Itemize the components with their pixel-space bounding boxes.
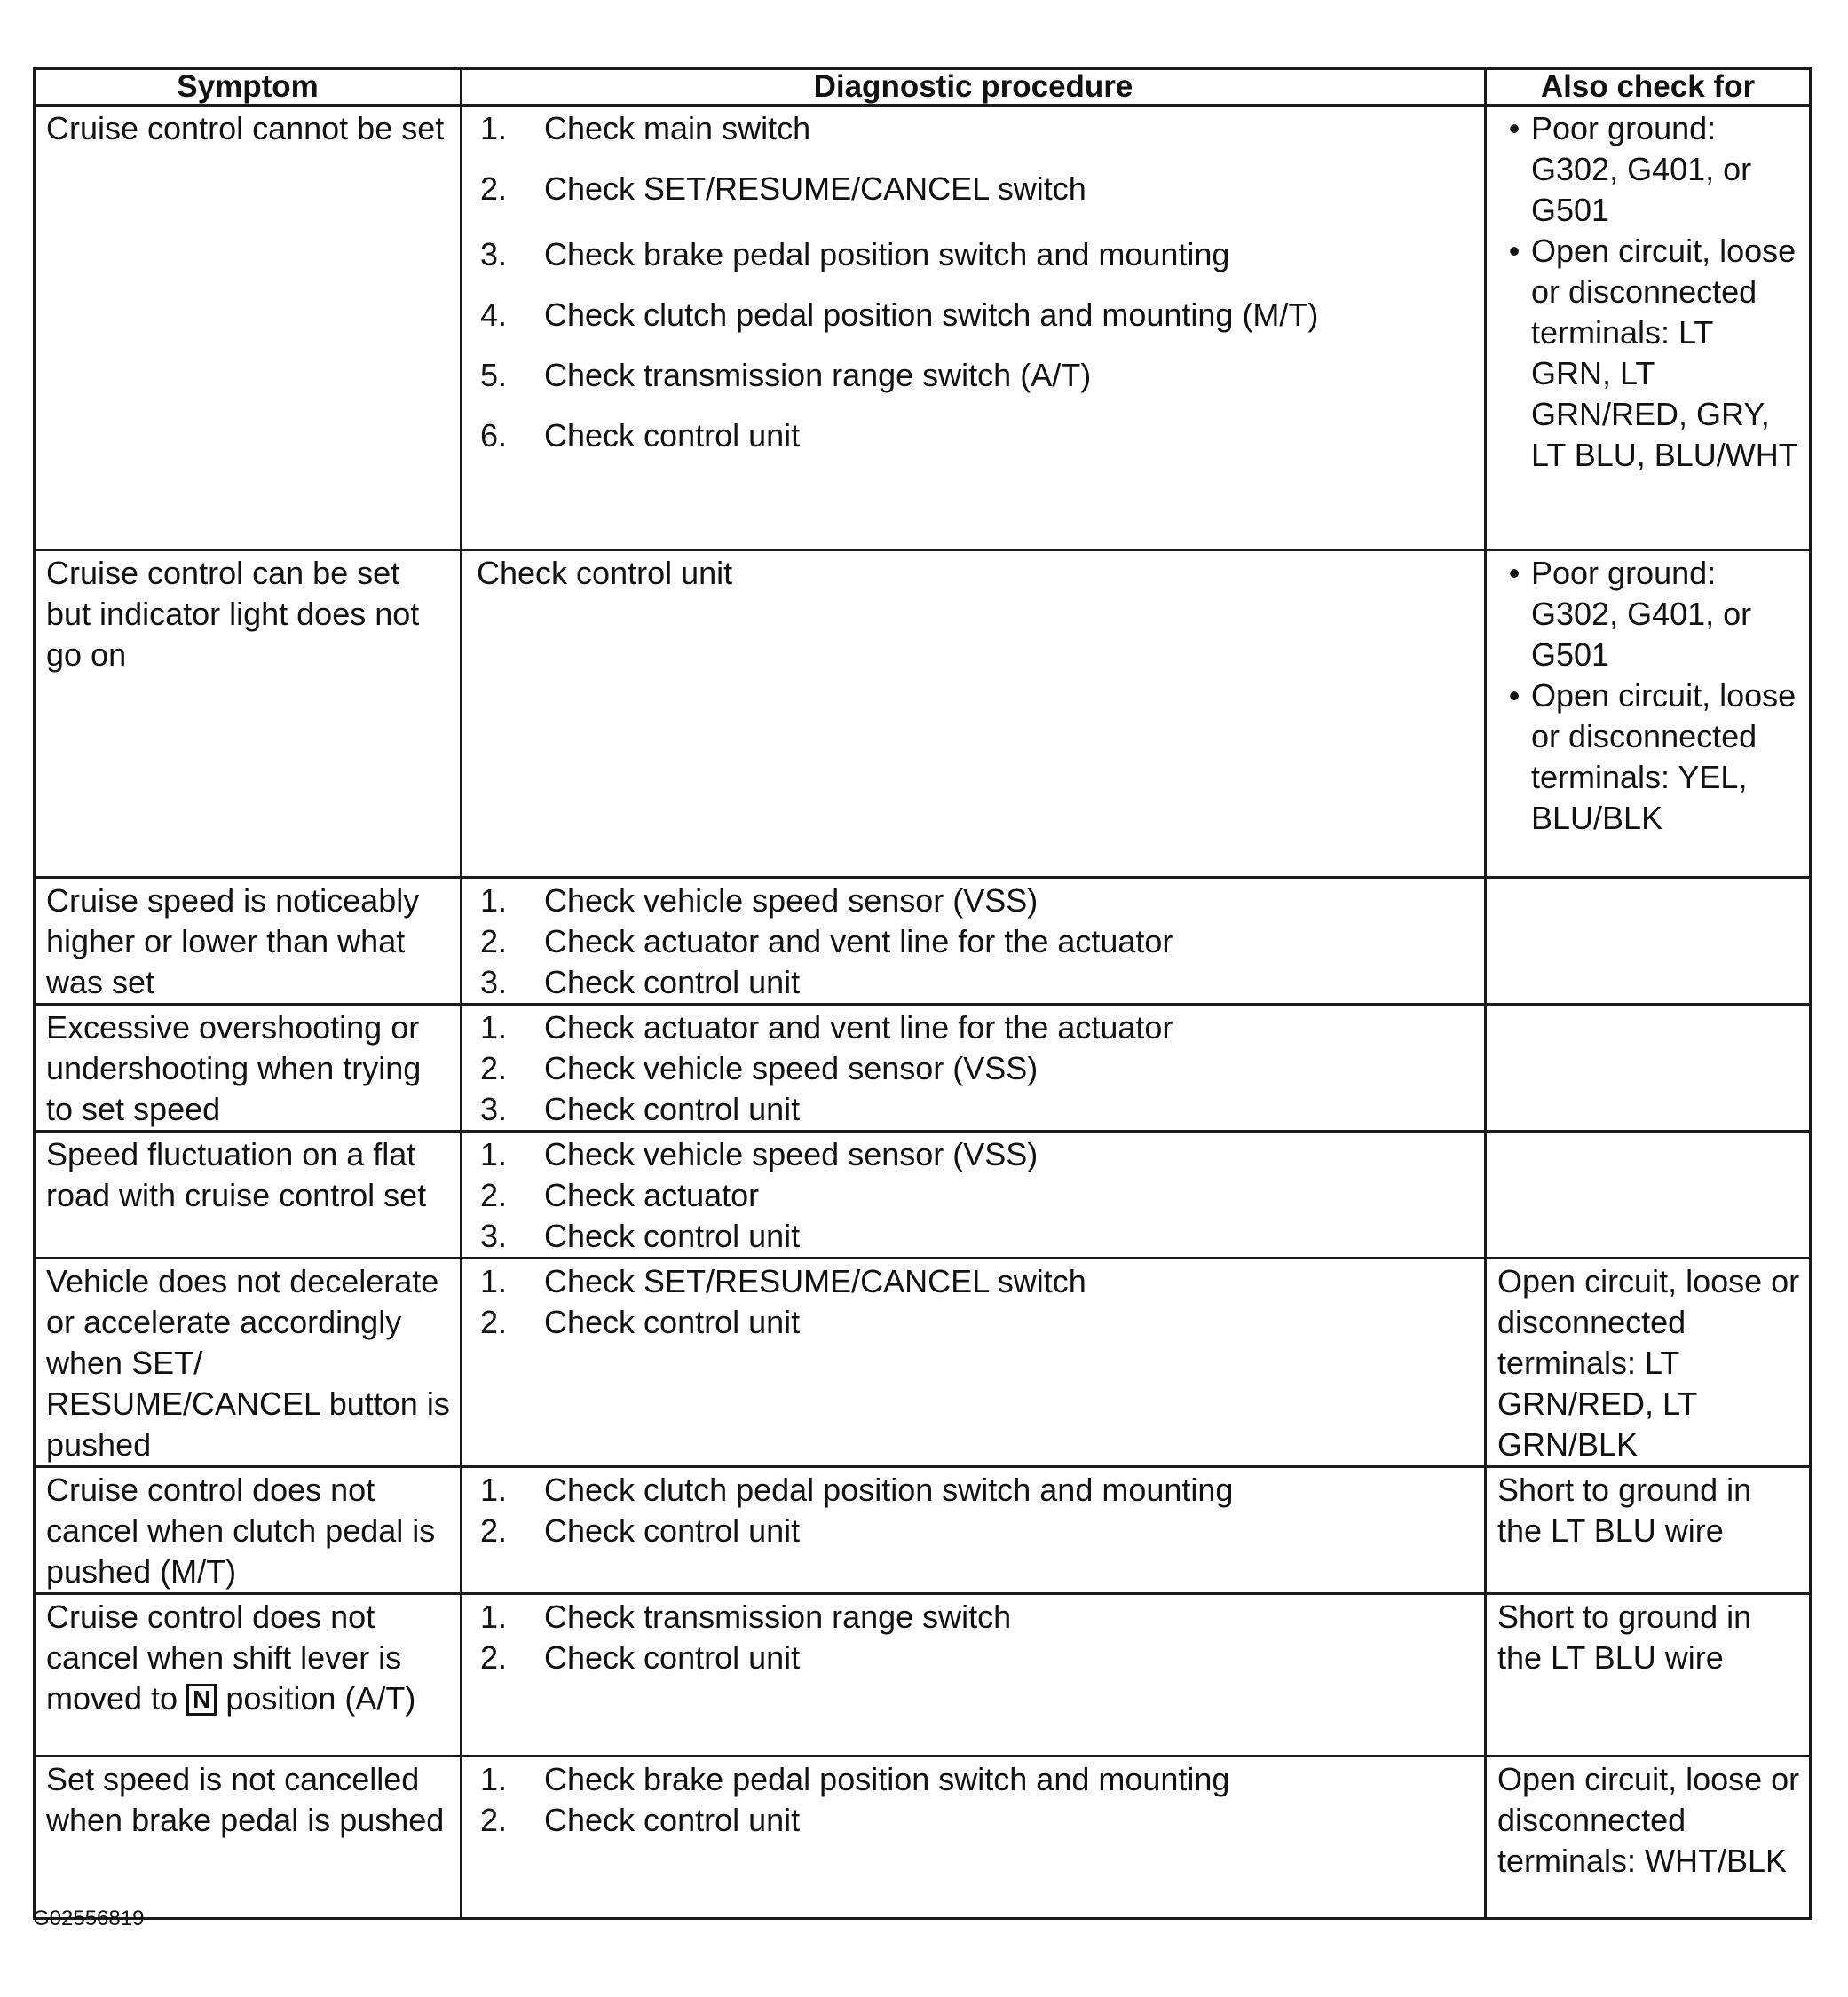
procedure-step: 2. Check control unit — [480, 1304, 801, 1340]
also-check-cell — [1486, 1132, 1811, 1259]
procedure-cell — [462, 106, 1486, 550]
table-row — [35, 1132, 1811, 1259]
table-row — [35, 106, 1811, 550]
symptom-cell: Vehicle does not decelerate or accelerate accordingly when SET/ RESUME/CANCEL button is pushed — [35, 1259, 462, 1467]
also-check-cell: Short to ground in the LT BLU wire — [1486, 1467, 1811, 1594]
procedure-cell — [462, 1132, 1486, 1259]
procedure-step: 3. Check control unit — [480, 1091, 801, 1127]
procedure-list — [473, 1759, 1475, 1841]
symptom-cell: Excessive overshooting or undershooting when trying to set speed — [35, 1005, 462, 1132]
header-symptom: Symptom — [35, 69, 462, 106]
symptom-cell: Cruise control cannot be set — [35, 106, 462, 550]
procedure-cell — [462, 1005, 1486, 1132]
procedure-step: 3. Check control unit — [480, 964, 801, 1000]
procedure-step: 4. Check clutch pedal position switch and mounting (M/T) — [480, 296, 1319, 333]
header-procedure: Diagnostic procedure — [462, 69, 1486, 106]
header-row — [35, 69, 1811, 106]
also-check-cell: Open circuit, loose or disconnected terminals: WHT/BLK — [1486, 1756, 1811, 1919]
table-row — [35, 878, 1811, 1005]
also-check-item: • Open circuit, loose or disconnected terminals: YEL, BLU/BLK — [1508, 677, 1797, 836]
procedure-step: 2. Check actuator and vent line for the actuator — [480, 923, 1173, 959]
procedure-step: 1. Check transmission range switch — [480, 1598, 1012, 1635]
procedure-step: 5. Check transmission range switch (A/T) — [480, 357, 1092, 393]
procedure-step: 2. Check actuator — [480, 1177, 760, 1213]
also-check-list — [1497, 553, 1800, 839]
symptom-cell: Cruise control does not cancel when clutch pedal is pushed (M/T) — [35, 1467, 462, 1594]
table-row — [35, 1005, 1811, 1132]
table-row — [35, 1756, 1811, 1919]
procedure-cell — [462, 1756, 1486, 1919]
also-check-cell: Short to ground in the LT BLU wire — [1486, 1594, 1811, 1756]
table-row — [35, 1467, 1811, 1594]
diagnostic-table — [33, 67, 1812, 1920]
procedure-step: 3. Check brake pedal position switch and mounting — [480, 236, 1230, 272]
procedure-list — [473, 1134, 1475, 1257]
also-check-item: • Poor ground: G302, G401, or G501 — [1508, 110, 1752, 228]
also-check-item: • Poor ground: G302, G401, or G501 — [1508, 555, 1752, 673]
procedure-step: 2. Check control unit — [480, 1639, 801, 1676]
also-check-item: • Open circuit, loose or disconnected terminals: LT GRN, LT GRN/RED, GRY, LT BLU, BLU/WHT — [1508, 233, 1798, 473]
symptom-cell: Cruise control can be set but indicator light does not go on — [35, 550, 462, 878]
procedure-list — [473, 1597, 1475, 1678]
procedure-step: 1. Check main switch — [480, 110, 811, 146]
symptom-cell: Cruise control does not cancel when shift lever is moved to N position (A/T) — [35, 1594, 462, 1756]
also-check-cell — [1486, 550, 1811, 878]
procedure-step: 1. Check vehicle speed sensor (VSS) — [480, 882, 1039, 919]
table-row — [35, 550, 1811, 878]
figure-id: G02556819 — [33, 1906, 145, 1930]
procedure-list — [473, 1261, 1475, 1343]
procedure-step: 2. Check control unit — [480, 1512, 801, 1549]
procedure-text: Check control unit — [477, 555, 733, 591]
neutral-position-badge: N — [186, 1684, 217, 1716]
procedure-list — [473, 108, 1475, 456]
symptom-cell: Speed fluctuation on a flat road with cruise control set — [35, 1132, 462, 1259]
procedure-cell — [462, 1467, 1486, 1594]
procedure-step: 3. Check control unit — [480, 1218, 801, 1254]
procedure-step: 1. Check brake pedal position switch and mounting — [480, 1761, 1230, 1797]
symptom-cell: Cruise speed is noticeably higher or lower than what was set — [35, 878, 462, 1005]
procedure-list — [473, 880, 1475, 1003]
also-check-cell — [1486, 106, 1811, 550]
procedure-cell — [462, 1594, 1486, 1756]
procedure-list — [473, 1007, 1475, 1130]
symptom-cell: Set speed is not cancelled when brake pedal is pushed — [35, 1756, 462, 1919]
also-check-cell — [1486, 878, 1811, 1005]
also-check-list — [1497, 108, 1800, 476]
procedure-cell — [462, 1259, 1486, 1467]
procedure-step: 6. Check control unit — [480, 417, 801, 454]
procedure-step: 2. Check control unit — [480, 1802, 801, 1838]
table-row — [35, 1259, 1811, 1467]
procedure-list — [473, 1470, 1475, 1551]
procedure-step: 1. Check clutch pedal position switch and mounting — [480, 1472, 1234, 1508]
procedure-step: 2. Check vehicle speed sensor (VSS) — [480, 1050, 1039, 1086]
procedure-step: 1. Check actuator and vent line for the actuator — [480, 1009, 1173, 1046]
procedure-step: 2. Check SET/RESUME/CANCEL switch — [480, 170, 1086, 207]
header-also-check: Also check for — [1486, 69, 1811, 106]
procedure-step: 1. Check SET/RESUME/CANCEL switch — [480, 1263, 1086, 1299]
also-check-cell: Open circuit, loose or disconnected terminals: LT GRN/RED, LT GRN/BLK — [1486, 1259, 1811, 1467]
procedure-cell — [462, 550, 1486, 878]
procedure-cell — [462, 878, 1486, 1005]
also-check-cell — [1486, 1005, 1811, 1132]
table-row — [35, 1594, 1811, 1756]
procedure-step: 1. Check vehicle speed sensor (VSS) — [480, 1136, 1039, 1172]
